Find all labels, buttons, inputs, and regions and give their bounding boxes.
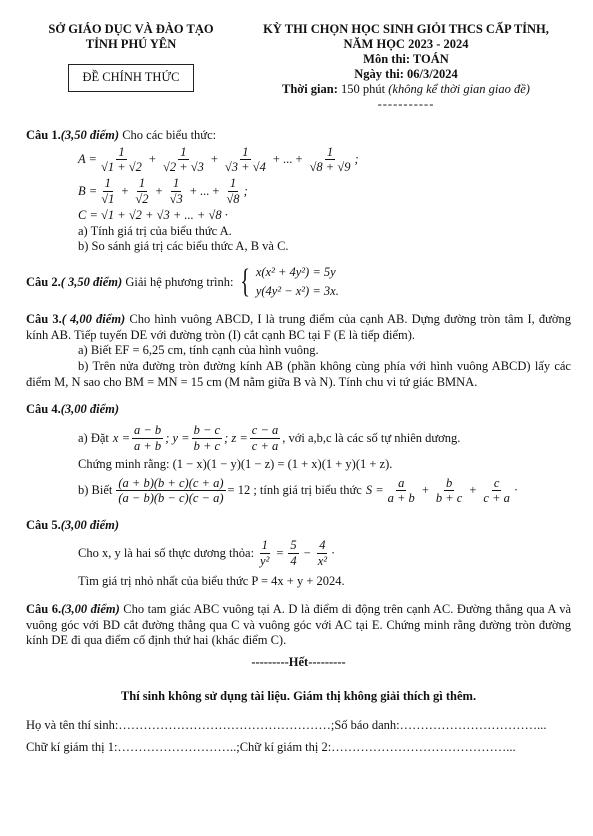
question-6 (26, 602, 571, 649)
question-3-label: Câu 3. (26, 312, 62, 326)
official-badge: ĐỀ CHÍNH THỨC (68, 64, 195, 92)
school-year: NĂM HỌC 2023 - 2024 (343, 37, 469, 51)
question-5-task: Tìm giá trị nhỏ nhất của biểu thức P = 4x + y + 2024. (78, 574, 345, 589)
question-3-score: ( 4,00 điểm) (61, 312, 126, 326)
question-3a: a) Biết EF = 6,25 cm, tính cạnh của hình vuông. (78, 343, 319, 358)
question-5 (26, 518, 571, 590)
question-4a: a) Đặt x = $\frac{a - b}{a + b}$ ; y = $\frac{b - c}{b + c}$ ; z = $\frac{c - a}{c + a}$ , với a,b,c là các số tự nhiên dương. (78, 422, 461, 453)
province-name: TỈNH PHÚ YÊN (85, 37, 177, 51)
exam-note: Thí sinh không sử dụng tài liệu. Giám thị không giải thích gì thêm. (120, 688, 477, 703)
formula-A: A = $\frac{1}{√1 + √2}$ + $\frac{1}{√2 + √3}$ + $\frac{1}{√3 + √4}$ + ... + $\frac{1}{√8 + √9}$ ; (78, 144, 359, 175)
candidate-name-line: Họ và tên thí sinh:……………………………………………;Số báo danh:……………………………... (26, 718, 547, 733)
question-6-text: Cho tam giác ABC vuông tại A. D là điểm di động trên cạnh AC. Đường thẳng qua A và vuông góc với BD cắt đường thẳng qua C và vuông góc với AC tại E. Chứng minh rằng đường tròn đường kính DE đi qua điểm cố định thứ hai (khác điểm C). (26, 602, 572, 648)
department-name: SỞ GIÁO DỤC VÀ ĐÀO TẠO (48, 22, 214, 36)
question-6-label: Câu 6. (26, 602, 62, 616)
invigilator-sign-line: Chữ kí giám thị 1:………………………..;Chữ kí giám thị 2:……………………………………... (26, 739, 516, 754)
question-3b: b) Trên nửa đường tròn đường kính AB (phần không cùng phía với hình vuông ABCD) lấy các điểm M, N sao cho BM = MN = 15 cm (M nằm giữa B và N). Tính chu vi tứ giác BMNA. (26, 358, 571, 389)
equation-system: { x(x² + 4y²) = 5y y(4y² − x²) = 3x. (240, 263, 339, 301)
equation-1: x(x² + 4y²) = 5y (255, 264, 336, 279)
question-5-label: Câu 5. (26, 517, 61, 532)
question-1a: a) Tính giá trị của biểu thức A. (78, 223, 232, 238)
question-3 (26, 312, 571, 390)
subject: Môn thi: TOÁN (363, 52, 449, 66)
equation-2: y(4y² − x²) = 3x. (255, 284, 339, 299)
question-3-text: Cho hình vuông ABCD, I là trung điểm của cạnh AB. Dựng đường tròn tâm I, đường kính AB. Tiếp tuyến DE với đường tròn (I) cắt cạnh BC tại F (E là tiếp điểm). (26, 312, 571, 342)
formula-B: B = $\frac{1}{√1}$ + $\frac{1}{√2}$ + $\frac{1}{√3}$ + ... + $\frac{1}{√8}$ ; (78, 175, 248, 206)
question-4-label: Câu 4. (26, 402, 61, 417)
candidate-info (26, 718, 571, 755)
formula-C: C = √1 + √2 + √3 + ... + √8 · (78, 207, 228, 222)
question-4 (26, 402, 571, 506)
question-4-prove: Chứng minh rằng: (1 − x)(1 − y)(1 − z) = (1 + x)(1 + y)(1 + z). (78, 456, 393, 471)
question-4-score: (3,00 điểm) (60, 402, 120, 417)
exam-header (26, 22, 571, 112)
exam-date: Ngày thi: 06/3/2024 (354, 67, 458, 81)
header-divider: ----------- (377, 97, 435, 111)
question-5-condition: Cho x, y là hai số thực dương thỏa: $\frac{1}{\text{y²}}$ = $\frac{5}{4}$ − $\frac{4}{\text{x²}}$ · (78, 538, 336, 568)
question-5-score: (3,00 điểm) (60, 517, 120, 532)
question-1b: b) So sánh giá trị các biểu thức A, B và C. (78, 239, 289, 254)
end-marker: ---------Hết--------- (251, 654, 346, 669)
question-2-score: ( 3,50 điểm) (60, 274, 123, 289)
question-4b: b) Biết $\frac{(a + b)(b + c)(c + a)}{(a - b)(b - c)(c - a)}$ = 12 ; tính giá trị biểu thức S = $\frac{a}{a + b}$ + $\frac{b}{b + c}$ + $\frac{c}{c + a}$ · (78, 475, 519, 506)
question-1 (26, 128, 571, 255)
question-6-score: (3,00 điểm) (61, 602, 120, 616)
department-block (26, 22, 236, 112)
question-1-label: Câu 1. (26, 128, 61, 142)
question-2-intro: Giải hệ phương trình: (122, 274, 234, 289)
question-2-label: Câu 2. (26, 274, 61, 289)
exam-title: KỲ THI CHỌN HỌC SINH GIỎI THCS CẤP TỈNH, (263, 22, 549, 36)
question-2 (26, 265, 571, 300)
exam-info-block (241, 22, 571, 112)
question-1-intro: Cho các biểu thức: (119, 128, 217, 142)
exam-duration: Thời gian: 150 phút (không kể thời gian giao đề) (282, 82, 530, 96)
question-1-score: (3,50 điểm) (60, 128, 120, 142)
